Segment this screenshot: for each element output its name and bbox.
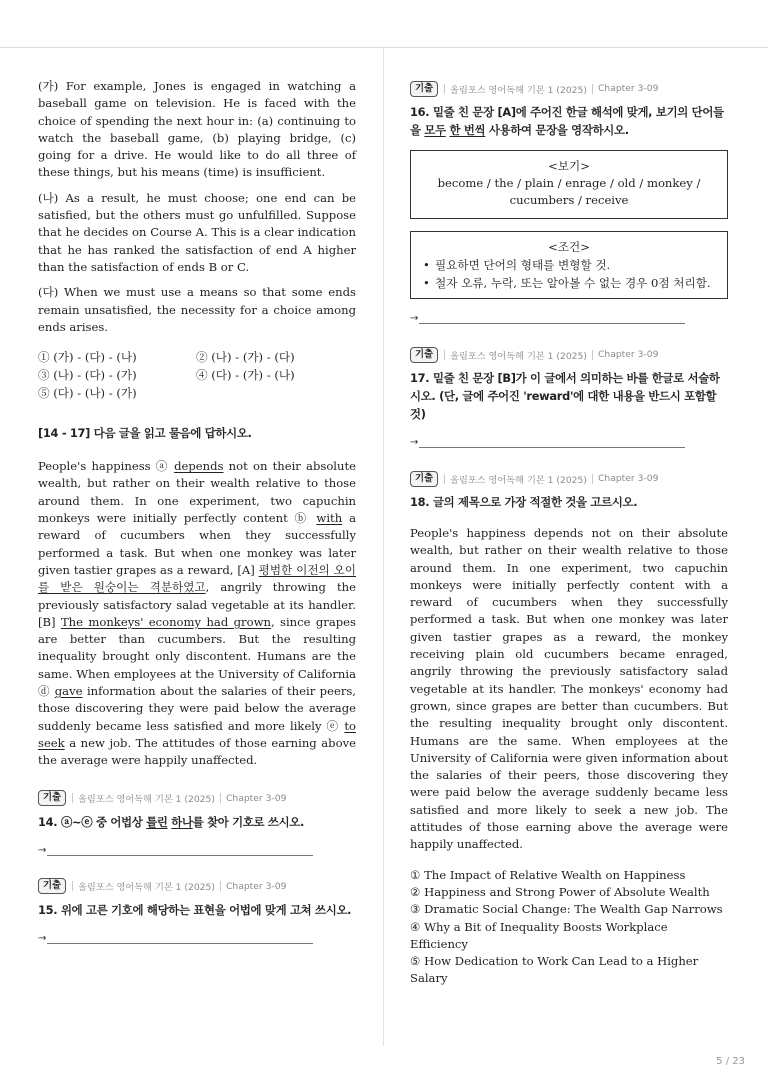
- question-text: 18. 글의 제목으로 가장 적절한 것을 고르시오.: [410, 495, 638, 509]
- bullet-icon: •: [423, 258, 430, 272]
- question-text: [410, 103, 728, 139]
- passage-text: , angrily throwing the previously satisfactory salad vegetable at its handler. [B]: [38, 580, 356, 629]
- section-title: [14 - 17] 다음 글을 읽고 물음에 답하시오.: [38, 426, 252, 441]
- option-4[interactable]: ④ Why a Bit of Inequality Boosts Workplace Efficiency: [410, 919, 668, 951]
- separator: [592, 350, 593, 360]
- separator: [220, 793, 221, 803]
- condition-item: [423, 256, 717, 274]
- condition-item: [423, 274, 717, 292]
- source-book: 올림포스 영어독해 기본 1 (2025): [450, 350, 587, 362]
- question-text-part: 를 찾아 기호로 쓰시오.: [192, 814, 305, 829]
- arrow-icon: →: [38, 932, 47, 944]
- passage-text: a new job. The attitudes of those earning above the average were happily unaffected.: [38, 735, 356, 768]
- answer-line[interactable]: [410, 437, 728, 448]
- source-chapter: Chapter 3-09: [597, 349, 659, 360]
- underline-B: The monkeys' economy had grown: [60, 614, 271, 629]
- question-text: [38, 813, 356, 831]
- paragraph-da: (다) When we must use a means so that some ends remain unsatisfied, the necessity for a choice among ends arises.: [38, 285, 356, 334]
- arrow-icon: →: [410, 437, 419, 448]
- arrow-icon: →: [38, 844, 47, 856]
- separator: [444, 350, 445, 360]
- source-row: [410, 346, 728, 363]
- underline-e: to seek: [38, 718, 356, 750]
- exam-tag: 기출: [38, 878, 66, 894]
- condition-list: [421, 256, 717, 292]
- option-1[interactable]: ① The Impact of Relative Wealth on Happiness: [410, 867, 686, 882]
- answer-blank[interactable]: [47, 935, 313, 944]
- exam-tag: 기출: [410, 471, 438, 487]
- source-row: [410, 80, 728, 97]
- source-chapter: Chapter 3-09: [597, 473, 659, 484]
- underline-b: with: [316, 511, 343, 526]
- source-book: 올림포스 영어독해 기본 1 (2025): [78, 794, 215, 805]
- passage-copy: People's happiness depends not on their absolute wealth, but rather on their wealth relative to those around them. In one experiment, two capuchin monkeys were initially perfectly content with a reward of cucumbers when they successfully performed a task. But when one monkey was later given tastier grapes as a reward, the monkey receiving plain old cucumbers became enraged, angrily throwing the previously satisfactory salad vegetable at its handler. The monkeys' economy had grown, since grapes are better than cucumbers. But the resulting inequality brought only discontent. Humans are the same. When employees at the University of California were given information about the salaries of their peers, those discovering they were paid below the average suddenly became less satisfied and more likely to seek a new job. The attitudes of those earning above the average were happily unaffected.: [410, 526, 728, 852]
- passage: [38, 458, 356, 769]
- choice-2[interactable]: ② (나) - (가) - (다): [196, 350, 295, 365]
- question-text-part: 사용하여 문장을 영작하시오.: [485, 123, 629, 137]
- right-column: [410, 80, 728, 988]
- question-text: 15. 위에 고른 기호에 해당하는 표현을 어법에 맞게 고쳐 쓰시오.: [38, 902, 352, 917]
- answer-line[interactable]: [38, 933, 356, 944]
- source-chapter: Chapter 3-09: [225, 880, 287, 892]
- passage-text: a reward of cucumbers when they successfully performed a task. But when one monkey was later given tastier grapes as a reward, [A]: [38, 511, 356, 577]
- question-16: [410, 80, 728, 324]
- choice-3[interactable]: ③ (나) - (다) - (가): [38, 368, 137, 383]
- question-underline: 모두: [424, 123, 446, 137]
- word-box-title: <보기>: [548, 159, 590, 173]
- question-underline: 한 번씩: [449, 123, 486, 137]
- answer-blank[interactable]: [47, 847, 313, 856]
- separator: [592, 84, 593, 94]
- answer-line[interactable]: [38, 845, 356, 856]
- word-box: [410, 150, 728, 219]
- source-chapter: Chapter 3-09: [225, 792, 287, 804]
- question-14: [38, 790, 356, 856]
- separator: [592, 474, 593, 484]
- question-underline: 틀린: [146, 814, 168, 829]
- question-text-part: 16. 밑줄 친 문장 [A]에 주어진 한글 해석에 맞게, 보기의 단어들을: [410, 105, 724, 137]
- title-options: [410, 867, 728, 988]
- source-book: 올림포스 영어독해 기본 1 (2025): [450, 474, 587, 486]
- separator: [444, 474, 445, 484]
- choice-5[interactable]: ⑤ (다) - (나) - (가): [38, 386, 137, 401]
- exam-tag: 기출: [38, 790, 66, 806]
- source-book: 올림포스 영어독해 기본 1 (2025): [78, 882, 215, 893]
- condition-box: [410, 231, 728, 299]
- question-18: [410, 470, 728, 988]
- underline-d: gave: [54, 684, 83, 699]
- bullet-icon: •: [423, 276, 430, 290]
- order-choices: [38, 349, 356, 402]
- exam-tag: 기출: [410, 347, 438, 363]
- question-15: [38, 878, 356, 944]
- source-row: [38, 878, 356, 895]
- condition-text: 필요하면 단어의 형태를 변형할 것.: [435, 258, 611, 272]
- page-number: 5 / 23: [716, 1056, 745, 1067]
- answer-blank[interactable]: [419, 439, 685, 448]
- option-5[interactable]: ⑤ How Dedication to Work Can Lead to a Higher Salary: [410, 954, 699, 986]
- underline-A: 평범한 이전의 오이를 받은 원숭이는 격분하였고: [38, 562, 356, 595]
- answer-line[interactable]: [410, 313, 728, 324]
- question-text-part: 14. ⓐ~ⓔ 중 어법상: [38, 814, 147, 829]
- condition-text: 철자 오류, 누락, 또는 알아볼 수 없는 경우 0점 처리함.: [435, 276, 711, 290]
- question-underline: 하나: [171, 814, 193, 829]
- condition-box-title: <조건>: [548, 240, 590, 254]
- source-book: 올림포스 영어독해 기본 1 (2025): [450, 84, 587, 96]
- separator: [444, 84, 445, 94]
- source-row: [410, 470, 728, 487]
- passage-text: People's happiness ⓐ: [38, 459, 175, 474]
- paragraph-ga: (가) For example, Jones is engaged in watching a baseball game on television. He is faced with the choice of spending the next hour in: (a) continuing to watch the baseball game, (b) playing bridge, (c) going for a drive. He would like to do all three of these things, but his means (time) is insufficient.: [38, 79, 356, 180]
- source-row: [38, 790, 356, 807]
- paragraph-na: (나) As a result, he must choose; one end can be satisfied, but the others must go unfulfilled. Suppose that he decides on Course A. This is a clear indication that he has ranked the satisfaction of end A higher than the satisfaction of ends B or C.: [38, 190, 356, 274]
- option-3[interactable]: ③ Dramatic Social Change: The Wealth Gap Narrows: [410, 902, 723, 917]
- option-2[interactable]: ② Happiness and Strong Power of Absolute Wealth: [410, 884, 710, 899]
- source-chapter: Chapter 3-09: [597, 83, 659, 94]
- separator: [220, 881, 221, 891]
- answer-blank[interactable]: [419, 315, 685, 324]
- passage-text: information about the salaries of their peers, those discovering they were paid below the average suddenly became less satisfied and more likely ⓔ: [38, 684, 356, 733]
- choice-1[interactable]: ① (가) - (다) - (나): [38, 350, 137, 365]
- column-divider: [383, 48, 384, 1046]
- separator: [72, 881, 73, 891]
- word-box-body: become / the / plain / enrage / old / monkey / cucumbers / receive: [437, 176, 701, 207]
- underline-a: depends: [174, 459, 224, 474]
- exam-tag: 기출: [410, 81, 438, 97]
- passage-text: not on their absolute wealth, but rather on their wealth relative to those around them. In one experiment, two capuchin monkeys were initially perfectly content ⓑ: [38, 459, 356, 526]
- question-text: 17. 밑줄 친 문장 [B]가 이 글에서 의미하는 바를 한글로 서술하시오. (단, 글에 주어진 'reward'에 대한 내용을 반드시 포함할 것): [410, 371, 720, 421]
- passage-text: , since grapes are better than cucumbers. But the resulting inequality brought only discontent. Humans are the same. When employees at the University of California ⓓ: [38, 614, 356, 699]
- question-17: [410, 346, 728, 448]
- header-divider: [0, 47, 768, 48]
- arrow-icon: →: [410, 313, 419, 324]
- separator: [72, 793, 73, 803]
- left-column: [38, 78, 356, 944]
- choice-4[interactable]: ④ (다) - (가) - (나): [196, 368, 295, 383]
